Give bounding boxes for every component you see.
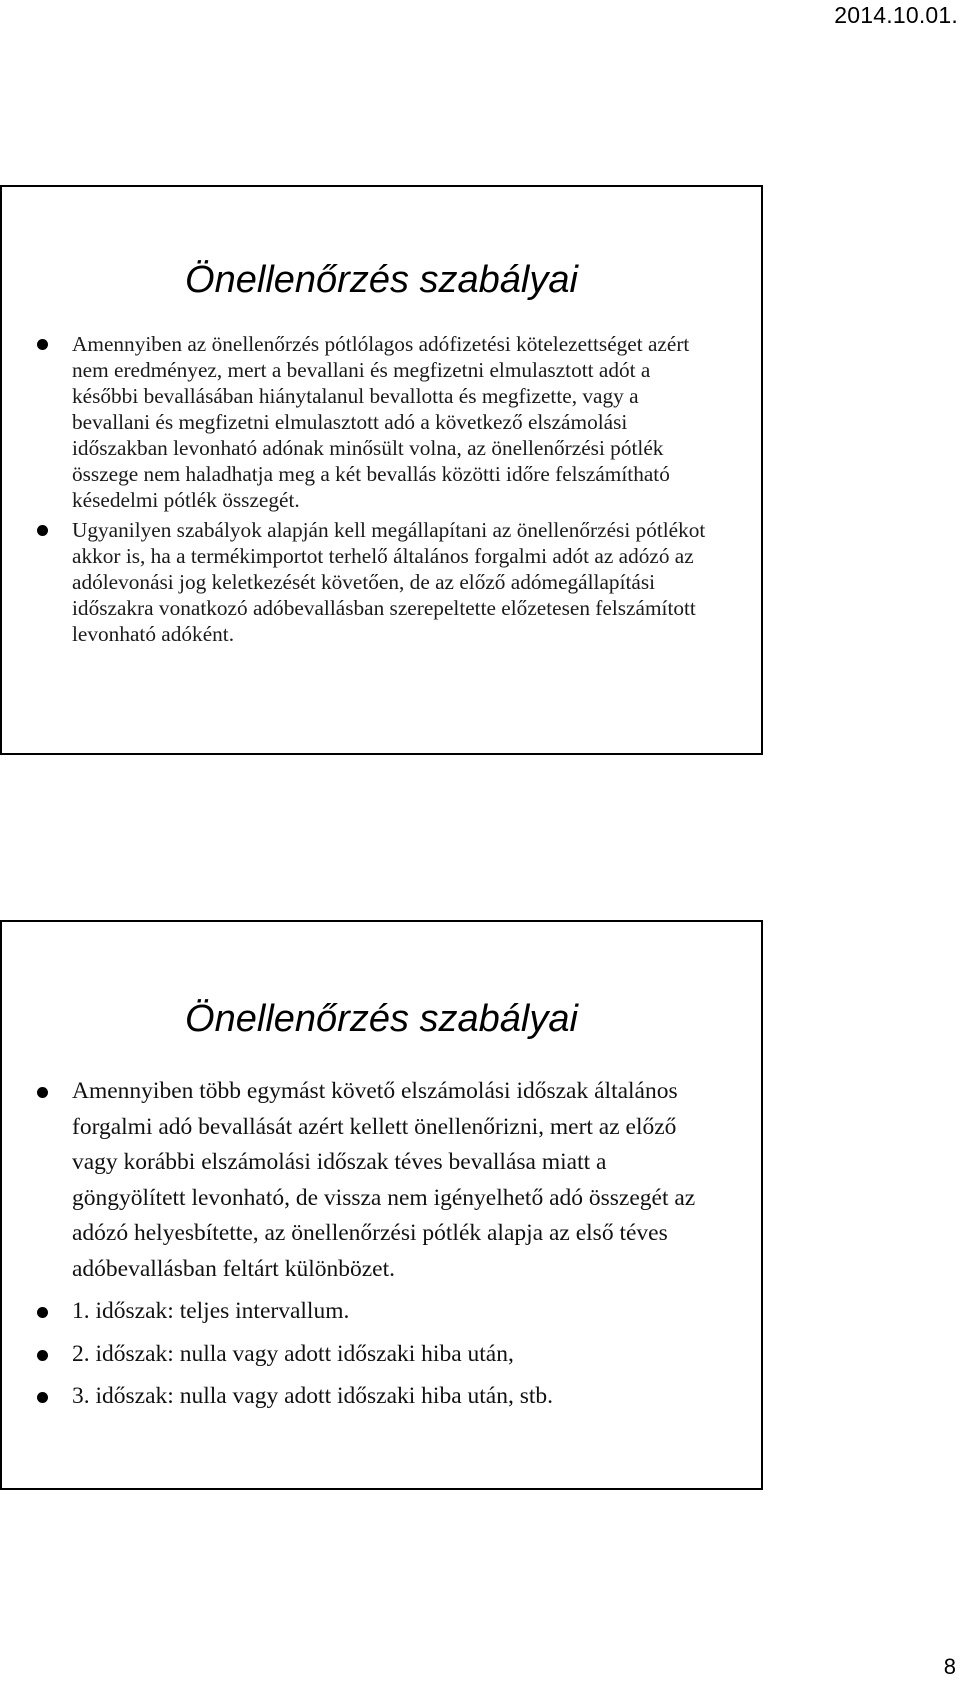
bullet-text: 1. időszak: teljes intervallum. <box>72 1298 350 1324</box>
slide-2 <box>0 920 763 1490</box>
bullet-dot-icon <box>37 1392 48 1403</box>
slide-2-bullet-1 <box>36 1074 721 1287</box>
slide-1-bullet-1 <box>36 331 721 513</box>
bullet-text: Amennyiben az önellenőrzés pótlólagos adófizetési kötelezettséget azért nem eredményez, mert a bevallani és megfizetni elmulasztott adót a későbbi bevallásában hiánytalanul bevallotta és megfizette, vagy a bevallani és megfizetni elmulasztott adó a következő elszámolási időszakban levonható adónak minősült volna, az önellenőrzési pótlék összege nem haladhatja meg a két bevallás közötti időre felszámítható késedelmi pótlék összegét. <box>72 332 690 512</box>
slide-2-bullet-2 <box>36 1294 721 1330</box>
slide-2-title: Önellenőrzés szabályai <box>185 998 578 1040</box>
bullet-dot-icon <box>37 1307 48 1318</box>
slide-1 <box>0 185 763 755</box>
slide-2-bullet-3 <box>36 1337 721 1373</box>
page-number: 8 <box>943 1654 956 1679</box>
slide-1-bullet-2 <box>36 517 721 647</box>
slide-2-bullet-list <box>36 1074 721 1415</box>
slide-2-bullet-4 <box>36 1379 721 1415</box>
bullet-text: 2. időszak: nulla vagy adott időszaki hiba után, <box>72 1340 514 1367</box>
bullet-dot-icon <box>37 339 48 350</box>
page-date: 2014.10.01. <box>834 2 958 28</box>
slide-1-bullet-list <box>36 331 721 647</box>
bullet-dot-icon <box>37 1350 48 1361</box>
bullet-text: Amennyiben több egymást követő elszámolási időszak általános forgalmi adó bevallását azért kellett önellenőrizni, mert az előző vagy korábbi elszámolási időszak téves bevallása miatt a göngyölített levonható, de vissza nem igényelhető adó összegét az adózó helyesbítette, az önellenőrzési pótlék alapja az első téves adóbevallásban feltárt különbözet. <box>72 1078 696 1282</box>
bullet-dot-icon <box>37 1087 48 1098</box>
bullet-text: 3. időszak: nulla vagy adott időszaki hiba után, stb. <box>72 1383 554 1409</box>
slide-1-title: Önellenőrzés szabályai <box>185 259 578 301</box>
bullet-dot-icon <box>37 525 48 536</box>
bullet-text: Ugyanilyen szabályok alapján kell megállapítani az önellenőrzési pótlékot akkor is, ha a termékimportot terhelő általános forgalmi adót az adózó az adólevonási jog keletkezését követően, de az előző adómegállapítási időszakra vonatkozó adóbevallásban szerepeltette előzetesen felszámított levonható adóként. <box>72 518 706 646</box>
